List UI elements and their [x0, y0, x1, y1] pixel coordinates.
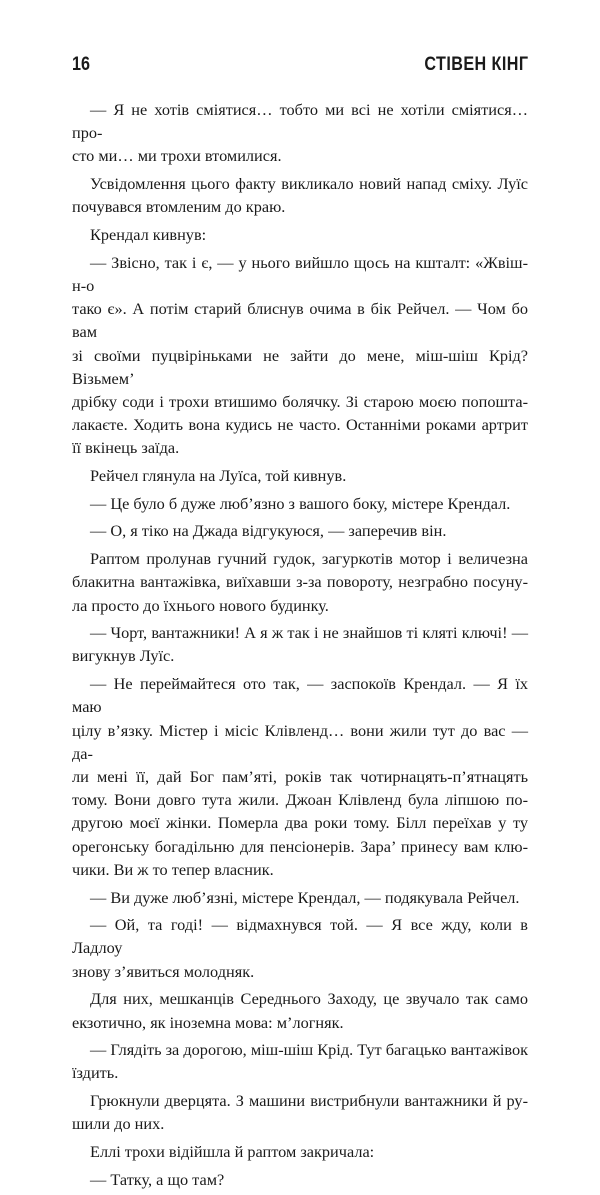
text-line: Еллі трохи відійшла й раптом закричала: — [90, 1142, 375, 1162]
text-line: — О, я тіко на Джада відгукуюся, — заперечив він. — [90, 521, 447, 541]
paragraph — [72, 886, 528, 909]
text-line: Для них, мешканців Середнього Заходу, це звучало так само — [90, 989, 528, 1009]
paragraph — [72, 621, 528, 667]
text-line: сто ми… ми трохи втомилися. — [72, 146, 282, 166]
text-line: Рейчел глянула на Луїса, той кивнув. — [90, 466, 347, 486]
text-line: цілу в’язку. Містер і місіс Клівленд… вони жили тут до вас — да- — [72, 720, 528, 763]
paragraph — [72, 1140, 528, 1163]
text-line: екзотично, як іноземна мова: м’логняк. — [72, 1012, 344, 1032]
running-head: СТІВЕН КІНГ — [423, 54, 528, 75]
text-line: її вкінець заїда. — [72, 438, 180, 458]
paragraph — [72, 464, 528, 487]
text-line: дрібку соди і трохи втишимо болячку. Зі старою моєю попошта- — [72, 391, 528, 411]
text-line: вигукнув Луїс. — [72, 646, 175, 666]
text-line: орегонську богадільню для пенсіонерів. Зара’ принесу вам клю- — [72, 836, 528, 856]
paragraph — [72, 1168, 528, 1191]
text-line: — Це було б дуже люб’язно з вашого боку, містере Крендал. — [90, 493, 511, 513]
text-line: Крендал кивнув: — [90, 225, 207, 245]
text-line: — Я не хотів сміятися… тобто ми всі не хотіли сміятися… про- — [72, 100, 528, 143]
paragraph — [72, 1089, 528, 1135]
paragraph — [72, 672, 528, 881]
paragraph — [72, 172, 528, 218]
paragraph — [72, 1038, 528, 1084]
text-line: їздить. — [72, 1063, 119, 1083]
text-line: Усвідомлення цього факту викликало новий напад сміху. Луїс — [90, 174, 528, 194]
text-line: тому. Вони довго тута жили. Джоан Клівленд була ліпшою по- — [72, 790, 528, 810]
paragraph — [72, 913, 528, 983]
text-line: лакаєте. Ходить вона кудись не часто. Останніми роками артрит — [72, 415, 528, 435]
text-line: — Звісно, так і є, — у нього вийшло щось на кшталт: «Жвіш-н-о — [72, 252, 528, 295]
paragraph — [72, 98, 528, 168]
text-line: — Глядіть за дорогою, міш-шіш Крід. Тут багацько вантажівок — [90, 1040, 528, 1060]
paragraph — [72, 987, 528, 1033]
text-line: зі своїми пуцвіріньками не зайти до мене, міш-шіш Крід? Візьмем’ — [72, 345, 528, 388]
text-line: почувався втомленим до краю. — [72, 197, 286, 217]
text-line: — Татку, а що там? — [90, 1169, 225, 1189]
text-line: блакитна вантажівка, виїхавши з-за повороту, незграбно посуну- — [72, 572, 528, 592]
text-line: ли мені її, дай Бог пам’яті, років так чотирнацять-п’ятнацять — [72, 766, 528, 786]
page-number: 16 — [72, 54, 90, 75]
text-line: тако є». А потім старий блиснув очима в бік Рейчел. — Чом бо вам — [72, 299, 528, 342]
text-line: Грюкнули дверцята. З машини вистрибнули вантажники й ру- — [90, 1091, 528, 1111]
paragraph — [72, 519, 528, 542]
paragraph — [72, 492, 528, 515]
text-line: Раптом пролунав гучний гудок, загуркотів мотор і величезна — [90, 549, 528, 569]
text-line: чики. Ви ж то тепер власник. — [72, 859, 274, 879]
text-line: — Чорт, вантажники! А я ж так і не знайшов ті кляті ключі! — — [90, 623, 528, 643]
text-line: — Ой, та годі! — відмахнувся той. — Я все жду, коли в Ладлоу — [72, 915, 528, 958]
text-line: — Ви дуже люб’язні, містере Крендал, — подякувала Рейчел. — [90, 887, 520, 907]
text-line: знову з’явиться молодняк. — [72, 961, 255, 981]
text-line: другою моєї жінки. Померла два роки тому. Білл переїхав у ту — [72, 813, 528, 833]
body-text — [72, 98, 528, 1195]
paragraph — [72, 547, 528, 617]
text-line: шили до них. — [72, 1114, 165, 1134]
text-line: — Не переймайтеся ото так, — заспокоїв Крендал. — Я їх маю — [72, 674, 528, 717]
paragraph — [72, 223, 528, 246]
paragraph — [72, 251, 528, 460]
page-header — [72, 52, 528, 78]
text-line: ла просто до їхнього нового будинку. — [72, 595, 329, 615]
